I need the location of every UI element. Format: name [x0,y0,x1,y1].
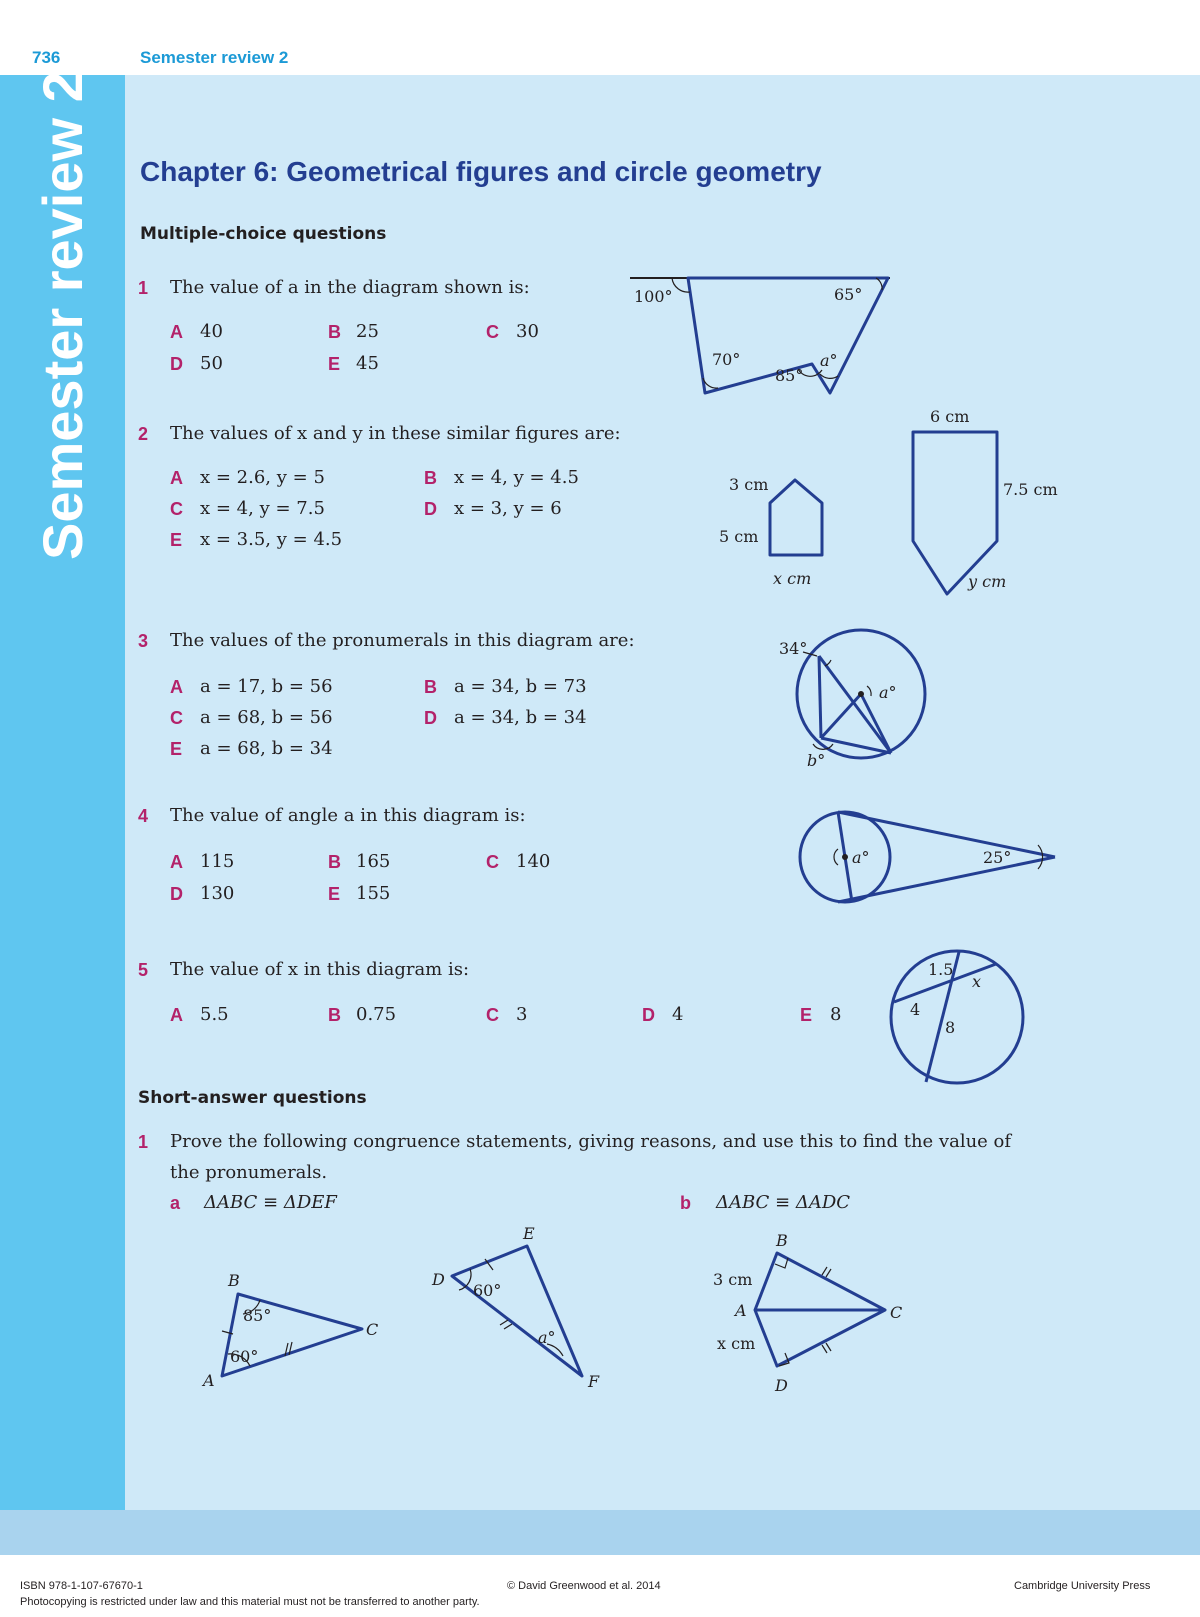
option-letter: B [328,1005,341,1025]
option-letter: D [170,884,183,904]
option-value: 140 [516,851,551,872]
side-label: x cm [773,569,812,588]
option-value: 130 [200,883,235,904]
segment-label: 4 [910,1000,921,1019]
option-letter: E [328,884,341,904]
option-value: 8 [830,1004,842,1025]
option-letter: B [424,468,437,488]
option-value: 45 [356,353,379,374]
option-letter: D [170,354,183,374]
option-value: a = 68, b = 34 [200,738,333,759]
vertex-label: A [203,1371,215,1390]
question-text-cont: the pronumerals. [170,1162,328,1183]
question-number: 4 [138,806,149,826]
sa-heading: Short-answer questions [138,1088,367,1108]
publisher: Cambridge University Press [1014,1580,1151,1592]
option-letter: E [170,530,183,550]
option-letter: C [486,322,499,342]
side-label: 3 cm [713,1270,753,1289]
diagram-q5 [880,945,1030,1090]
question-number: 2 [138,424,149,444]
side-label: y cm [968,572,1007,591]
option-letter: A [170,322,183,342]
vertex-label: B [776,1231,788,1250]
option-letter: E [170,739,183,759]
option-value: 3 [516,1004,528,1025]
option-value: a = 34, b = 34 [454,707,587,728]
option-value: 165 [356,851,391,872]
option-letter: C [486,852,499,872]
option-value: x = 3, y = 6 [454,498,562,519]
segment-label: 8 [945,1018,956,1037]
angle-label: 25° [983,848,1012,867]
option-value: 155 [356,883,391,904]
diagram-q2 [715,400,1095,600]
side-label: 3 cm [729,475,769,494]
angle-label: 60° [473,1281,502,1300]
isbn: ISBN 978-1-107-67670-1 [20,1580,143,1592]
option-value: 0.75 [356,1004,397,1025]
option-value: x = 3.5, y = 4.5 [200,529,343,550]
option-letter: D [424,499,437,519]
angle-label: b° [807,751,826,770]
vertex-label: D [432,1270,445,1289]
option-value: x = 2.6, y = 5 [200,467,325,488]
vertex-label: B [228,1271,240,1290]
question-number: 5 [138,960,149,980]
angle-label: a° [820,351,838,370]
angle-label: a° [879,683,897,702]
option-letter: B [424,677,437,697]
segment-label: 1.5 [928,960,954,979]
question-number: 1 [138,1132,149,1152]
part-statement: ΔABC ≡ ΔDEF [204,1192,337,1213]
option-value: x = 4, y = 4.5 [454,467,579,488]
option-letter: B [328,322,341,342]
page-number: 736 [32,48,61,67]
option-value: a = 68, b = 56 [200,707,333,728]
option-value: 50 [200,353,223,374]
option-letter: C [486,1005,499,1025]
option-value: 40 [200,321,223,342]
vertex-label: E [523,1224,535,1243]
diagram-q4 [790,805,1065,915]
question-text: The value of x in this diagram is: [170,959,470,980]
option-value: x = 4, y = 7.5 [200,498,325,519]
option-letter: A [170,677,183,697]
vertex-label: F [588,1372,600,1391]
side-label: 7.5 cm [1003,480,1058,499]
mc-heading: Multiple-choice questions [140,224,387,244]
diagram-q3 [779,620,965,780]
diagram-q1 [620,268,900,408]
vertex-label: C [366,1320,379,1339]
angle-label: 60° [230,1347,259,1366]
part-letter: b [680,1193,691,1213]
side-label: 6 cm [930,407,970,426]
option-value: 4 [672,1004,684,1025]
option-value: 30 [516,321,539,342]
angle-label: 85° [775,366,804,385]
vertex-label: D [775,1376,788,1395]
option-value: 5.5 [200,1004,229,1025]
question-text: Prove the following congruence statements, giving reasons, and use this to find the value of [170,1131,1012,1152]
segment-label: x [972,972,982,991]
angle-label: a° [852,848,870,867]
option-letter: A [170,1005,183,1025]
option-letter: D [424,708,437,728]
bottom-strip [0,1510,1200,1555]
question-text: The values of the pronumerals in this diagram are: [170,630,635,651]
vertex-label: A [735,1301,747,1320]
option-value: 25 [356,321,379,342]
option-letter: C [170,708,183,728]
option-value: a = 34, b = 73 [454,676,587,697]
option-letter: C [170,499,183,519]
option-value: 115 [200,851,235,872]
question-text: The value of a in the diagram shown is: [170,277,530,298]
angle-label: 34° [779,639,808,658]
diagram-sa-a [195,1224,615,1398]
part-statement: ΔABC ≡ ΔADC [716,1192,851,1213]
angle-label: 100° [634,287,673,306]
option-letter: E [800,1005,813,1025]
question-text: The values of x and y in these similar figures are: [170,423,621,444]
diagram-sa-b [705,1228,935,1398]
part-letter: a [170,1193,181,1213]
option-letter: B [328,852,341,872]
option-letter: E [328,354,341,374]
option-letter: A [170,468,183,488]
option-letter: A [170,852,183,872]
chapter-title: Chapter 6: Geometrical figures and circle geometry [140,156,822,187]
copyright: © David Greenwood et al. 2014 [507,1580,661,1592]
angle-label: 65° [834,285,863,304]
option-value: a = 17, b = 56 [200,676,333,697]
angle-label: a° [538,1328,556,1347]
copy-notice: Photocopying is restricted under law and this material must not be transferred to another party. [20,1596,480,1608]
angle-label: 70° [712,350,741,369]
side-tab-title: Semester review 2 [31,71,94,560]
side-label: 5 cm [719,527,759,546]
question-number: 1 [138,278,149,298]
question-text: The value of angle a in this diagram is: [170,805,526,826]
question-number: 3 [138,631,149,651]
running-title: Semester review 2 [140,48,289,67]
option-letter: D [642,1005,655,1025]
angle-label: 85° [243,1306,272,1325]
side-label: x cm [717,1334,756,1353]
vertex-label: C [890,1303,903,1322]
